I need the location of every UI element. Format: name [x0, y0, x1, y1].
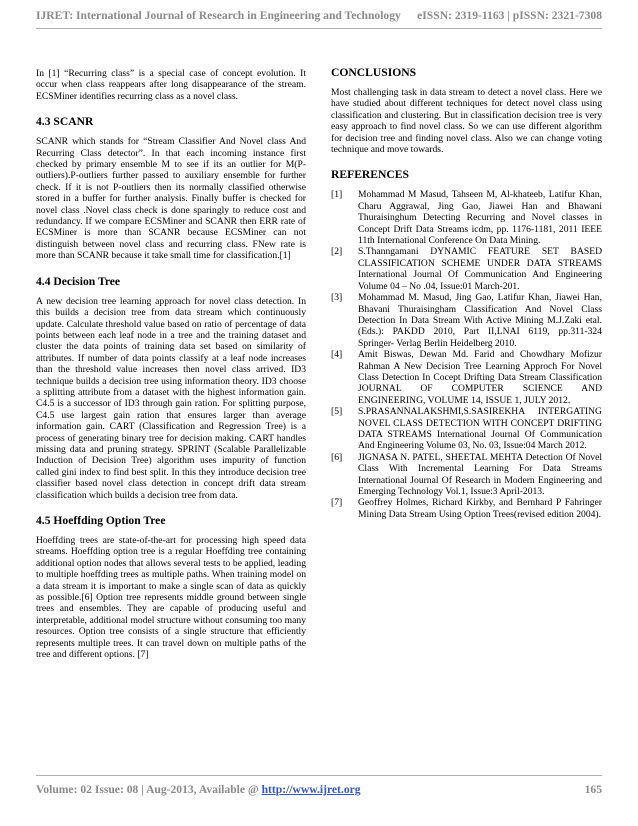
reference-item	[331, 406, 602, 452]
reference-item	[331, 497, 602, 520]
reference-list	[331, 189, 602, 520]
reference-number: [1]	[331, 189, 343, 201]
intro-paragraph: In [1] “Recurring class” is a special case of concept evolution. It occur when class reappears after long disappearance of the stream. ECSMiner identifies recurring class as a novel class.	[36, 68, 306, 102]
reference-item	[331, 189, 602, 246]
section-heading: 4.3 SCANR	[36, 115, 94, 129]
issn-info: eISSN: 2319-1163 | pISSN: 2321-7308	[417, 9, 602, 22]
reference-text: Amit Biswas, Dewan Md. Farid and Chowdhary Mofizur Rahman A New Decision Tree Learning Approch For Novel Class Detection In Cocept Drifting Data Stream Classification JOURNAL OF COMPUTER SCIENCE AND ENGINEERING, VOLUME 14, ISSUE 1, JULY 2012.	[358, 349, 602, 406]
conclusions-heading: CONCLUSIONS	[331, 66, 417, 79]
reference-number: [3]	[331, 292, 343, 304]
reference-text: JIGNASA N. PATEL, SHEETAL MEHTA Detection Of Novel Class With Incremental Learning For Data Streams International Journal Of Research in Modern Engineering and Emerging Technology Vol.1, Issue:3 April-2013.	[358, 451, 602, 497]
reference-text: Mohammad M Masud, Tahseen M, Al-khateeb, Latifur Khan, Charu Aggrawal, Jing Gao, Jiawei Han and Bhawani Thuraisinghum Detecting Recurring and Novel classes in Concept Drift Data Streams icdm, pp. 1176-1181, 2011 IEEE 11th International Conference On Data Mining.	[358, 189, 602, 247]
left-column	[36, 68, 306, 660]
reference-number: [4]	[331, 349, 343, 361]
reference-text: Geoffrey Holmes, Richard Kirkby, and Bernhard P Fahringer Mining Data Stream Using Option Trees(revised edition 2004).	[358, 497, 602, 520]
reference-number: [7]	[331, 497, 343, 509]
journal-title: IJRET: International Journal of Research in Engineering and Technology	[36, 9, 401, 22]
header-divider	[36, 28, 602, 29]
page-number: 165	[584, 783, 602, 796]
reference-item	[331, 452, 602, 498]
reference-number: [6]	[331, 451, 343, 463]
reference-item	[331, 349, 602, 406]
journal-website-link[interactable]: http://www.ijret.org	[261, 783, 361, 796]
reference-item	[331, 292, 602, 349]
section-heading: 4.5 Hoeffding Option Tree	[36, 514, 166, 527]
reference-text: Mohammad M. Masud, Jing Gao, Latifur Khan, Jiawei Han, Bhavani Thuraisingham Classification And Novel Class Detection In Data Stream With Active Mining M.J.Zaki etal.(Eds.): PAKDD 2010, Part II,LNAI 6119, pp.311-324 Springer- Verlag Berlin Heidelberg 2010.	[358, 292, 602, 349]
references-heading: REFERENCES	[331, 168, 409, 182]
section-body: SCANR which stands for “Stream Classifier And Novel class And Recurring Class detector”. In that each incoming instance first checked by primary ensemble M to see if its an outlier for M(P-outliers).P-outliers further passed to auxiliary ensemble for further check. If it is not P-outliers then its normally classified otherwise stored in a buffer for further analysis. Finally buffer is checked for novel class .Novel class check is done sparingly to reduce cost and redundancy. If we compare ECSMiner and SCANR then ERR rate of ECSMiner is more than SCANR because ECSMiner can not distinguish between novel class and recurring class. FNew rate is more than SCANR because it take small time for classification.[1]	[36, 136, 306, 262]
reference-text: S.PRASANNALAKSHMI,S.SASIREKHA INTERGATING NOVEL CLASS DETECTION WITH CONCEPT DRIFTING DATA STREAMS International Journal Of Communication And Engineering Volume 03, No. 03, Issue:04 March 2012.	[358, 406, 602, 452]
footer-divider	[36, 775, 602, 776]
reference-number: [5]	[331, 406, 343, 418]
section-decision-tree	[36, 275, 306, 501]
section-scanr	[36, 115, 306, 261]
section-heading: 4.4 Decision Tree	[36, 274, 121, 288]
section-hoeffding-option-tree	[36, 514, 306, 660]
reference-text: S.Thanngamani DYNAMIC FEATURE SET BASED CLASSIFICATION SCHEME UNDER DATA STREAMS International Journal Of Communication And Engineering Volume 04 – No .04, Issue:01 March-201.	[358, 246, 602, 292]
section-body: Hoeffding trees are state-of-the-art for processing high speed data streams. Hoeffding option tree is a regular Hoeffding tree containing additional option nodes that allows several tests to be applied, leading to multiple hoeffding trees as multiple paths. When training model on a data stream it is important to make a single scan of data as quickly as possible.[6] Option tree represents middle ground between single trees and ensembles. They are capable of producing useful and interpretable, additional model structure without consuming too many resources. Option tree consists of a single structure that efficiently represents multiple trees. It can travel down on multiple paths of the tree and different options. [7]	[36, 535, 306, 661]
page-header	[36, 9, 602, 22]
conclusions-body: Most challenging task in data stream to detect a novel class. Here we have studied about different techniques for detect novel class using classification and clustering. But in classification decision tree is very easy approach to find novel class. So we can use different algorithm for decision tree and finding novel class. Also we can change voting technique and move towards.	[331, 87, 602, 156]
footer-volume-info: Volume: 02 Issue: 08 | Aug-2013, Available @	[36, 783, 262, 796]
right-column	[331, 66, 602, 520]
page-footer	[36, 783, 602, 796]
reference-number: [2]	[331, 246, 343, 258]
reference-item	[331, 246, 602, 292]
section-body: A new decision tree learning approach for novel class detection. In this builds a decision tree from data stream which continuously update. Calculate threshold value based on ratio of percentage of data points between each leaf node in a tree and the training dataset and cluster the data points of training data set based on similarity of attributes. If number of data points classify at a leaf node increases than the threshold value increases then novel class arrived. ID3 technique builds a decision tree using information theory. ID3 choose a splitting attribute from a dataset with the highest information gain. C4.5 is a successor of ID3 through gain ration. For splitting purpose, C4.5 use largest gain ration that ensures larger than average information gain. CART (Classification and Regression Tree) is a process of generating binary tree for decision making. CART handles missing data and pruning strategy. SPRINT (Scalable Parallelizable Induction of Decision Tree) algorithm uses impurity of function called gini index to find best split. In this they introduce decision tree classifier based novel class detection in concept drift data stream classification which builds a decision tree from data.	[36, 295, 306, 501]
